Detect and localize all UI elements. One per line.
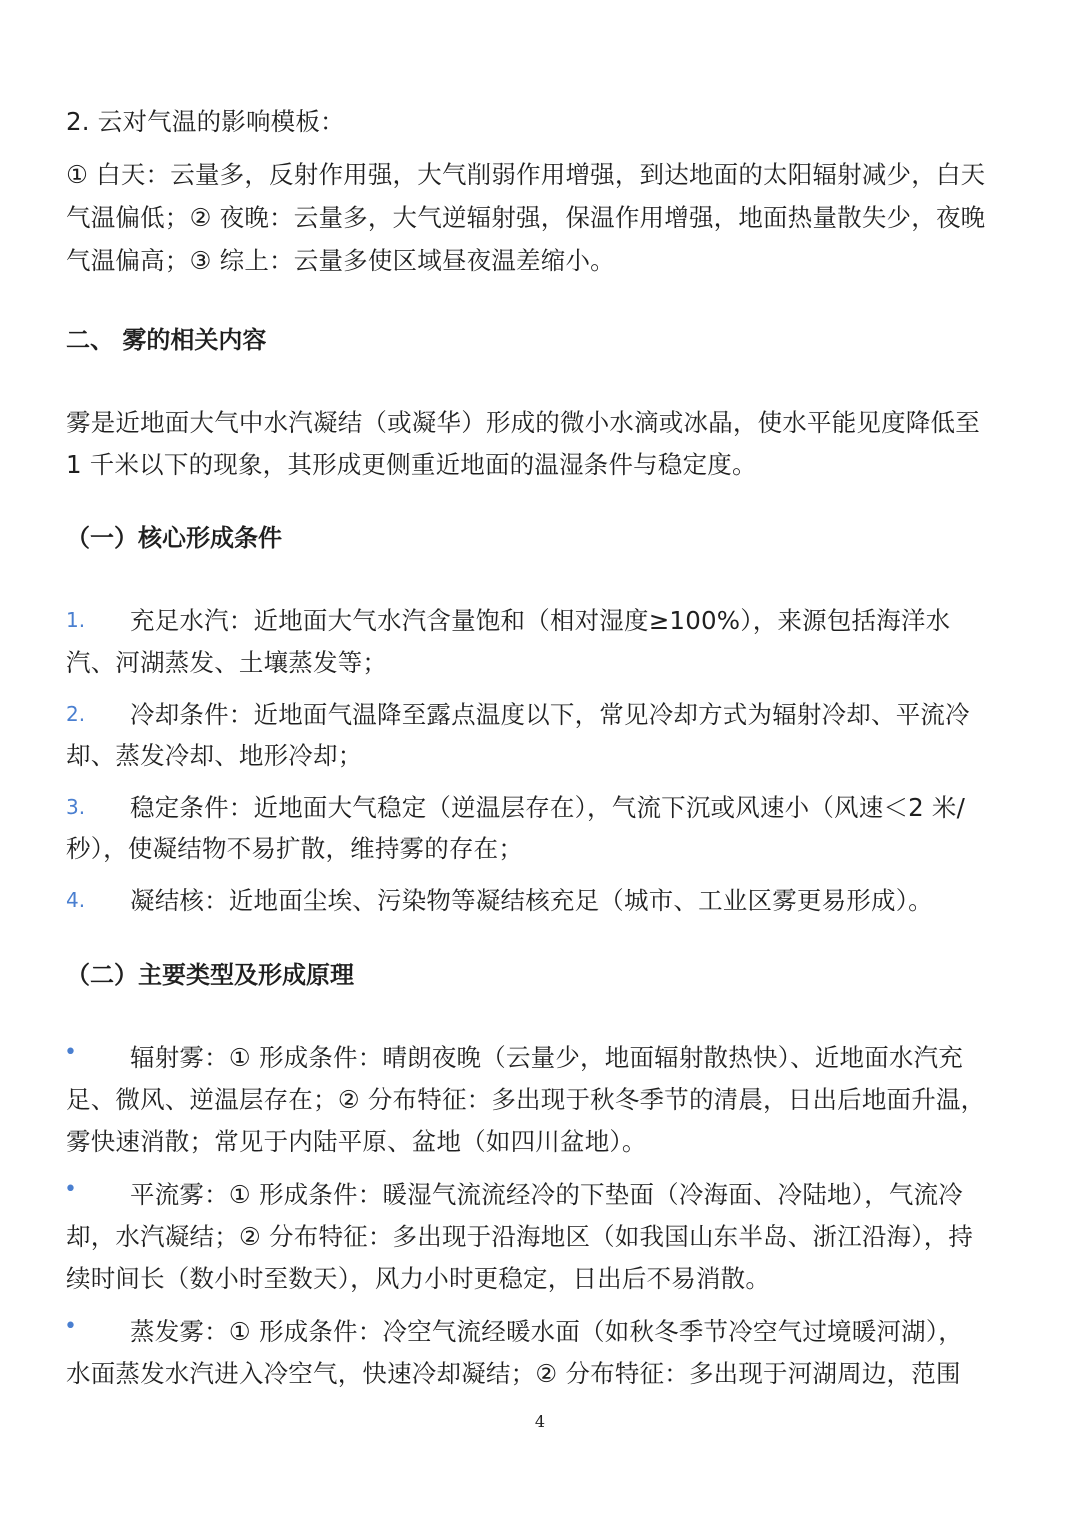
list-marker: 4. — [66, 888, 86, 912]
cloud-paragraph-line: ① 白天：云量多，反射作用强，大气削弱作用增强，到达地面的太阳辐射减少，白天 — [66, 160, 986, 189]
list-item-line: 冷却条件：近地面气温降至露点温度以下，常见冷却方式为辐射冷却、平流冷 — [130, 700, 970, 729]
type-item-line: 续时间长（数小时至数天），风力小时更稳定，日出后不易消散。 — [66, 1264, 771, 1293]
types-heading: （二）主要类型及形成原理 — [66, 961, 354, 989]
bullet-marker: • — [64, 1314, 77, 1339]
type-item-line: 雾快速消散；常见于内陆平原、盆地（如四川盆地）。 — [66, 1127, 647, 1156]
conditions-heading: （一）核心形成条件 — [66, 524, 282, 552]
cloud-template-title: 2. 云对气温的影响模板： — [66, 107, 345, 136]
list-item-line: 却、蒸发冷却、地形冷却； — [66, 741, 363, 770]
bullet-marker: • — [64, 1177, 77, 1202]
cloud-paragraph-line: 气温偏低；② 夜晚：云量多，大气逆辐射强，保温作用增强，地面热量散失少，夜晚 — [66, 203, 986, 232]
type-item-line: 却，水汽凝结；② 分布特征：多出现于沿海地区（如我国山东半岛、浙江沿海），持 — [66, 1222, 974, 1251]
list-marker: 1. — [66, 608, 86, 632]
cloud-paragraph-line: 气温偏高；③ 综上：云量多使区域昼夜温差缩小。 — [66, 246, 615, 275]
type-item-line: 足、微风、逆温层存在；② 分布特征：多出现于秋冬季节的清晨，日出后地面升温， — [66, 1085, 986, 1114]
list-marker: 2. — [66, 702, 86, 726]
list-marker: 3. — [66, 795, 86, 819]
fog-intro-line: 1 千米以下的现象，其形成更侧重近地面的温湿条件与稳定度。 — [66, 450, 757, 479]
list-item-line: 汽、河湖蒸发、土壤蒸发等； — [66, 648, 388, 677]
list-item-line: 充足水汽：近地面大气水汽含量饱和（相对湿度≥100%），来源包括海洋水 — [130, 606, 951, 635]
list-item-line: 秒），使凝结物不易扩散，维持雾的存在； — [66, 834, 524, 863]
page-number: 4 — [534, 1412, 546, 1431]
type-item-line: 平流雾：① 形成条件：暖湿气流流经冷的下垫面（冷海面、冷陆地），气流冷 — [130, 1180, 963, 1209]
list-item-line: 稳定条件：近地面大气稳定（逆温层存在），气流下沉或风速小（风速＜2 米/ — [130, 793, 966, 822]
type-item-line: 水面蒸发水汽进入冷空气，快速冷却凝结；② 分布特征：多出现于河湖周边，范围 — [66, 1359, 961, 1388]
type-item-line: 蒸发雾：① 形成条件：冷空气流经暖水面（如秋冬季节冷空气过境暖河湖）， — [130, 1317, 963, 1346]
list-item-line: 凝结核：近地面尘埃、污染物等凝结核充足（城市、工业区雾更易形成）。 — [130, 886, 933, 915]
bullet-marker: • — [64, 1040, 77, 1065]
fog-section-heading: 二、 雾的相关内容 — [66, 326, 267, 354]
fog-intro-line: 雾是近地面大气中水汽凝结（或凝华）形成的微小水滴或冰晶，使水平能见度降低至 — [66, 408, 980, 437]
type-item-line: 辐射雾：① 形成条件：晴朗夜晚（云量少，地面辐射散热快）、近地面水汽充 — [130, 1043, 963, 1072]
